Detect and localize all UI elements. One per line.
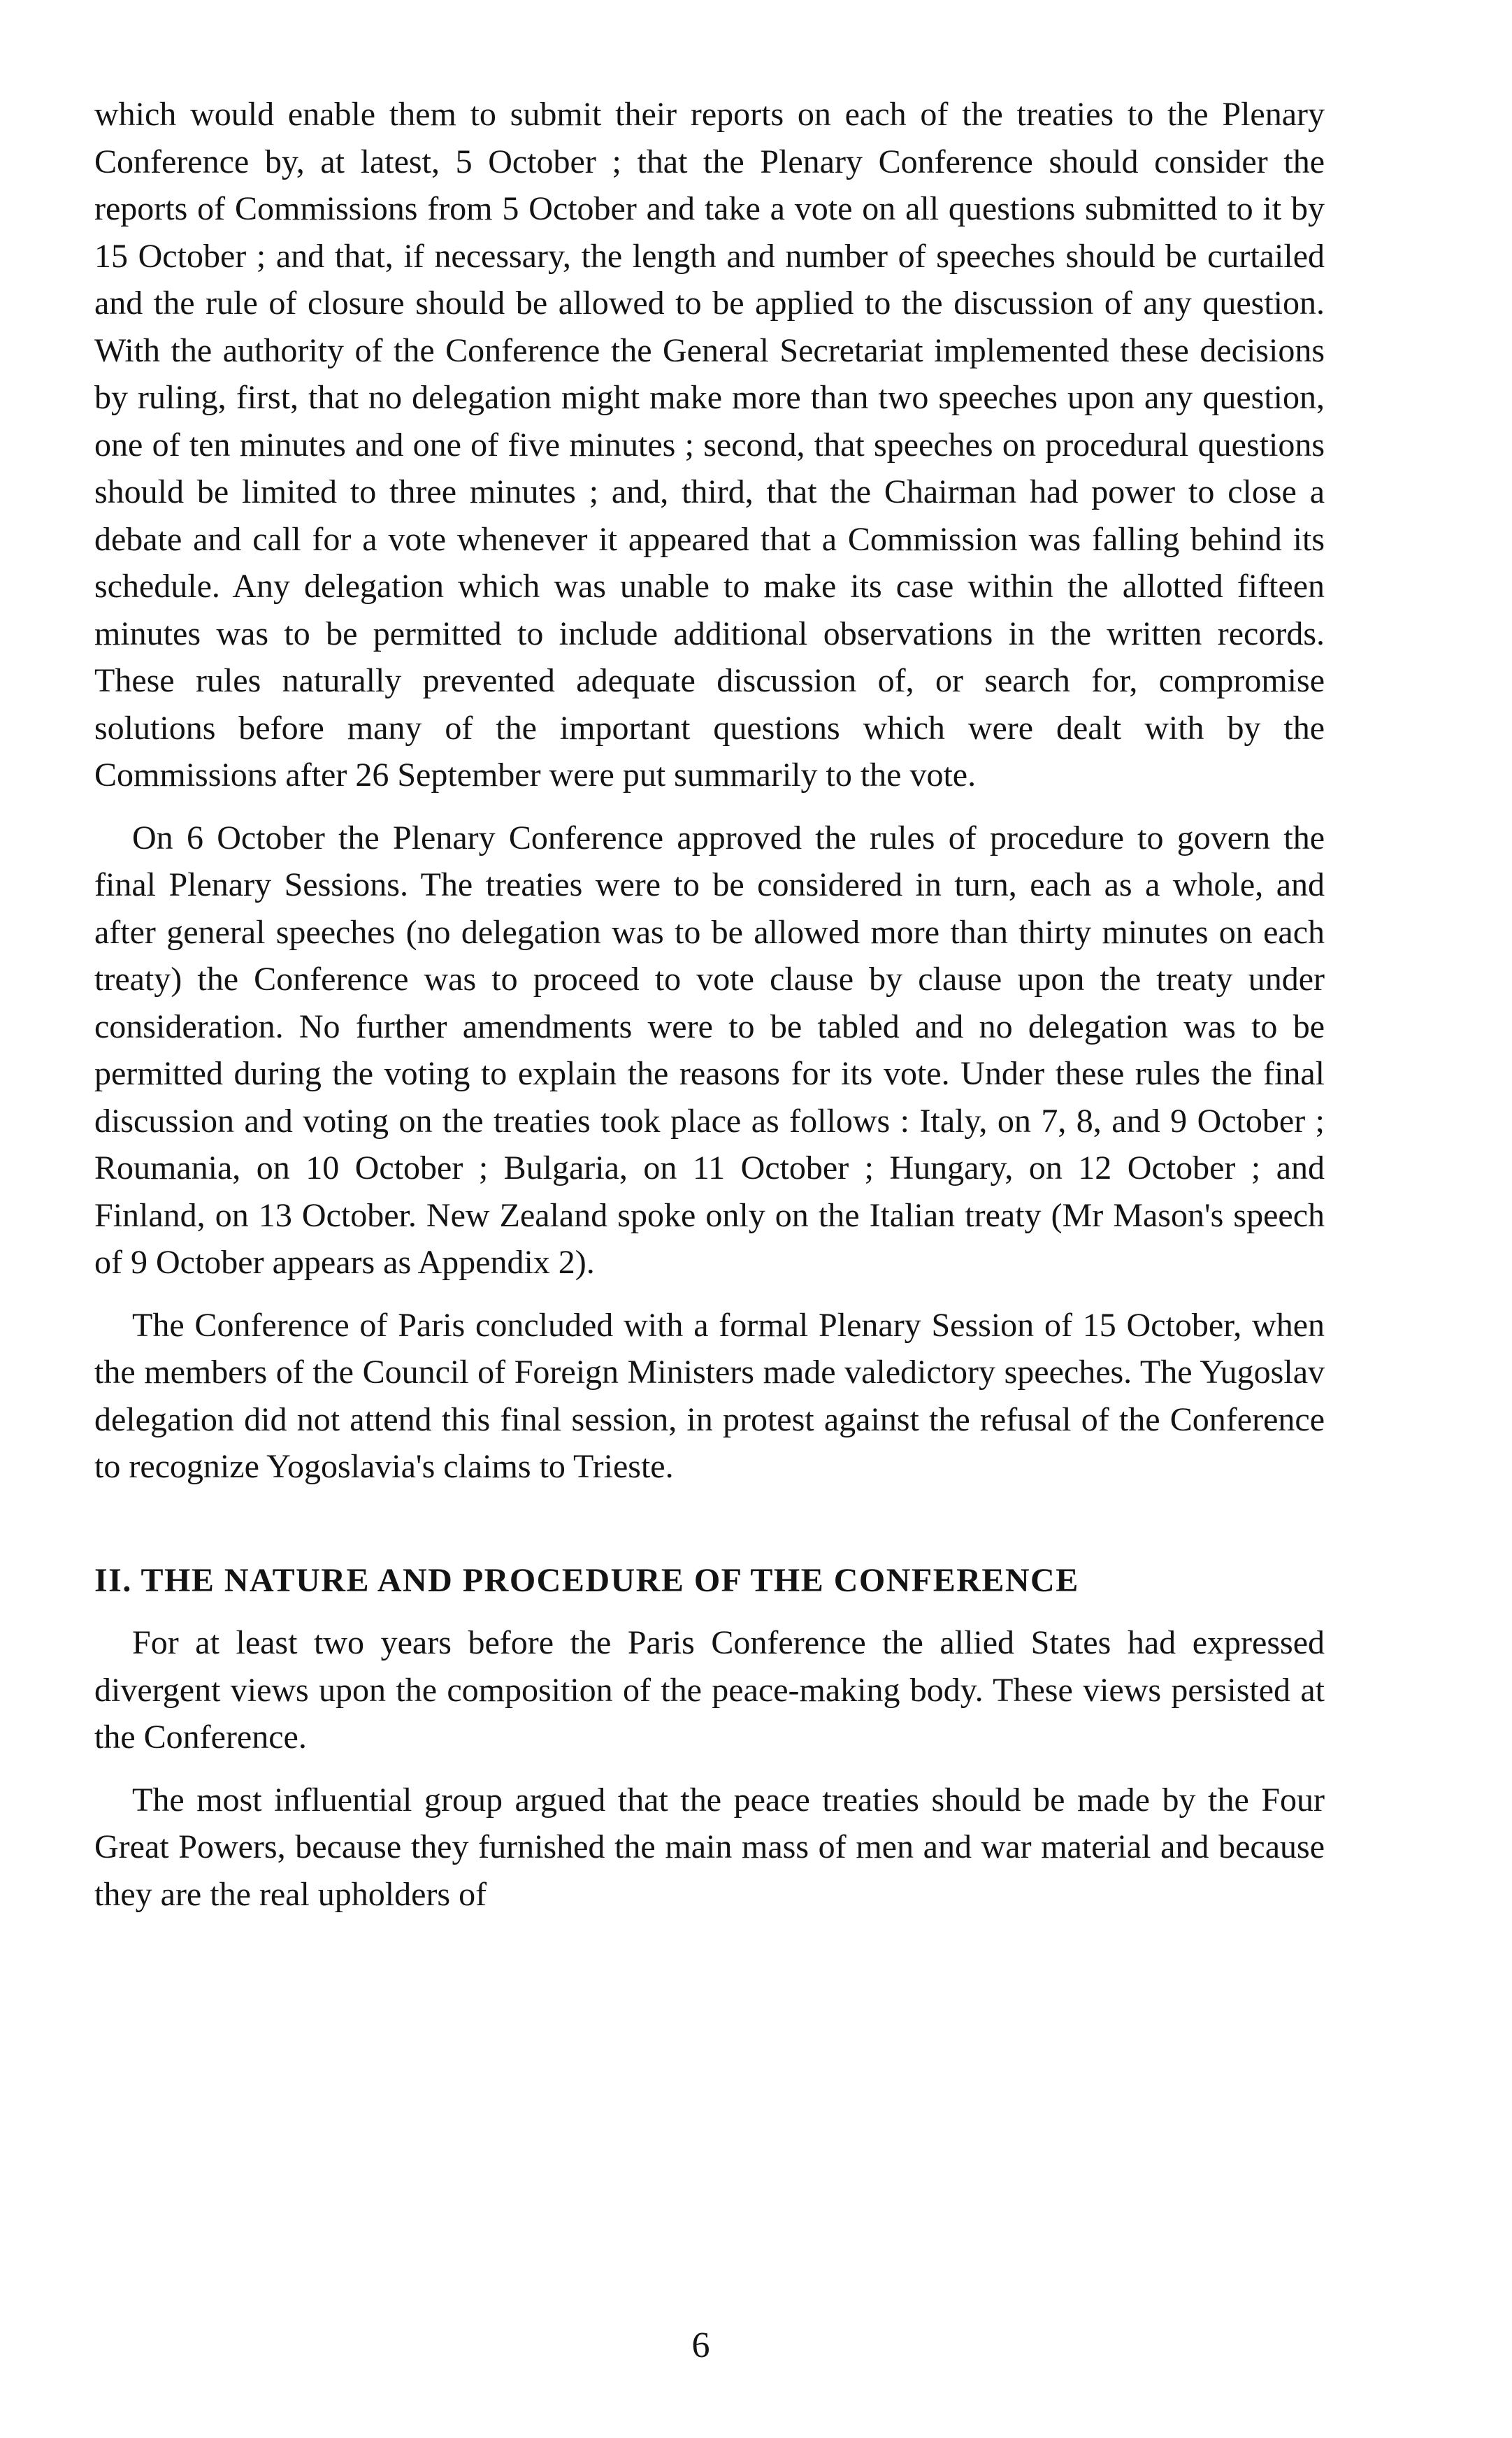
paragraph-four-great-powers: The most influential group argued that the peace treaties should be made by the Four Great Powers, because they furnished the main mass of men and war material and because they are the real upholders of [94,1781,1325,1913]
page-number: 6 [691,2325,710,2365]
page-body [94,91,1325,1918]
paragraph-divergent-views: For at least two years before the Paris Conference the allied States had expressed divergent views upon the composition of the peace-making body. These views persisted at the Conference. [94,1624,1325,1756]
paragraph-rules-of-closure: which would enable them to submit their reports on each of the treaties to the Plenary Conference by, at latest, 5 October ; that the Plenary Conference should consider the reports of Commissions from 5 October and take a vote on all questions submitted to it by 15 October ; and that, if necessary, the length and number of speeches should be curtailed and the rule of closure should be allowed to be applied to the discussion of any question. With the authority of the Conference the General Secretariat implemented these decisions by ruling, first, that no delegation might make more than two speeches upon any question, one of ten minutes and one of five minutes ; second, that speeches on procedural questions should be limited to three minutes ; and, third, that the Chairman had power to close a debate and call for a vote whenever it appeared that a Commission was falling behind its schedule. Any delegation which was unable to make its case within the allotted fifteen minutes was to be permitted to include additional observations in the written records. These rules naturally prevented adequate discussion of, or search for, compromise solutions before many of the important questions which were dealt with by the Commissions after 26 September were put summarily to the vote. [94,96,1325,794]
paragraph-conference-conclusion: The Conference of Paris concluded with a formal Plenary Session of 15 October, when the members of the Council of Foreign Ministers made valedictory speeches. The Yugoslav delegation did not attend this final session, in protest against the refusal of the Conference to recognize Yogoslavia's claims to Trieste. [94,1306,1325,1485]
paragraph-final-plenary-procedure: On 6 October the Plenary Conference approved the rules of procedure to govern the final Plenary Sessions. The treaties were to be considered in turn, each as a whole, and after general speeches (no delegation was to be allowed more than thirty minutes on each treaty) the Conference was to proceed to vote clause by clause upon the treaty under consideration. No further amendments were to be tabled and no delegation was to be permitted during the voting to explain the reasons for its vote. Under these rules the final discussion and voting on the treaties took place as follows : Italy, on 7, 8, and 9 October ; Roumania, on 10 October ; Bulgaria, on 11 October ; Hungary, on 12 October ; and Finland, on 13 October. New Zealand spoke only on the Italian treaty (Mr Mason's speech of 9 October appears as Appendix 2). [94,819,1325,1281]
section-heading: II. THE NATURE AND PROCEDURE OF THE CONFERENCE [94,1561,1079,1599]
